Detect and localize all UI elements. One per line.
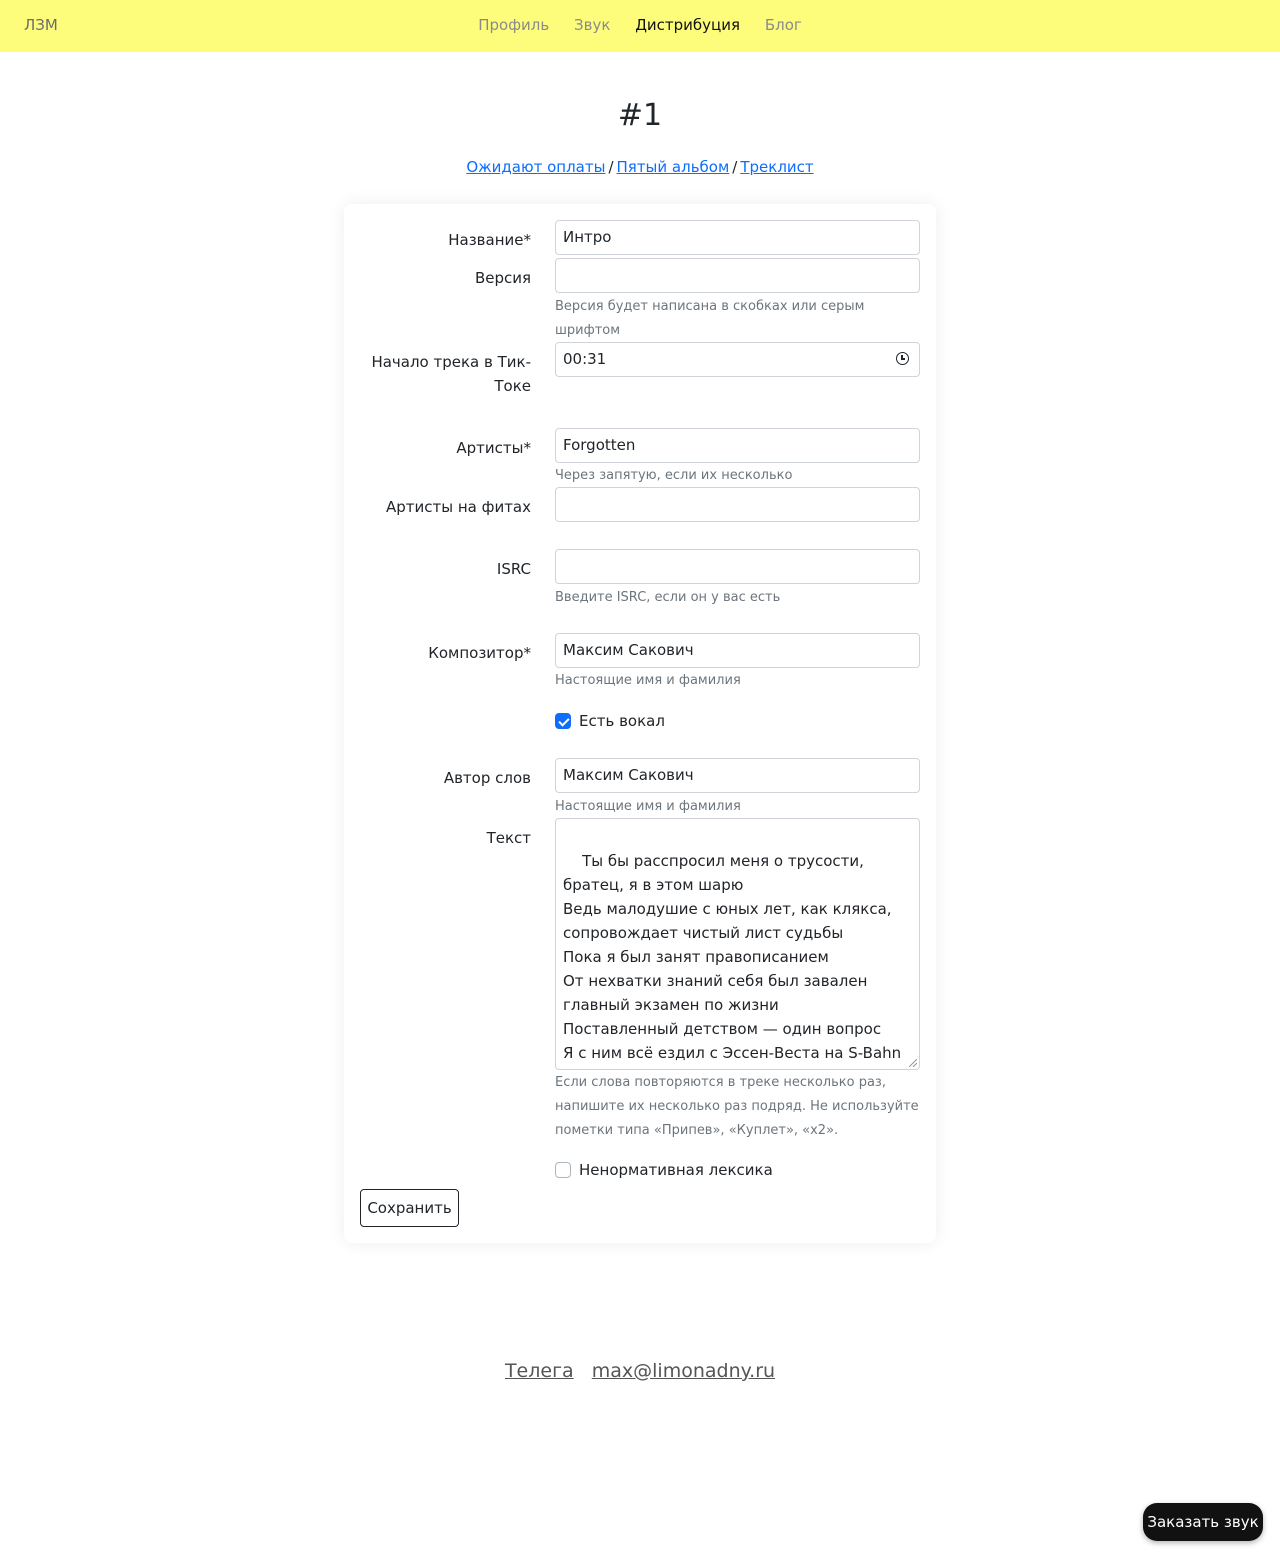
order-sound-button[interactable]: Заказать звук <box>1143 1503 1263 1541</box>
artists-label: Артисты* <box>456 439 531 457</box>
breadcrumb-album[interactable]: Пятый альбом <box>616 158 730 176</box>
footer-link-email[interactable]: max@limonadny.ru <box>591 1360 776 1382</box>
name-input[interactable]: Интро <box>555 220 920 255</box>
lyrics-text: Ты бы расспросил меня о трусости, братец, я в этом шарю Ведь малодушие с юных лет, как клякса, сопровождает чистый лист судьбы Пока я был занят правописанием От нехватки знаний себя был завален главный экзамен по жизни Поставленный детством — один вопрос Я с ним всё ездил с Эссен-Веста на S-Bahn <box>563 852 902 1062</box>
has-vocals-label[interactable]: Есть вокал <box>579 712 665 730</box>
feat-artists-label: Артисты на фитах <box>385 498 531 516</box>
composer-label: Композитор* <box>428 644 531 662</box>
lyrics-hint: Если слова повторяются в треке несколько раз, напишите их несколько раз подряд. Не используйте пометки типа «Припев», «Куплет», «x2». <box>555 1075 919 1138</box>
resize-handle-icon[interactable] <box>909 1059 917 1067</box>
footer <box>0 1360 1280 1382</box>
lyricist-input[interactable]: Максим Сакович <box>555 758 920 793</box>
version-input[interactable] <box>555 258 920 293</box>
feat-artists-input[interactable] <box>555 487 920 522</box>
brand-logo[interactable]: ЛЗМ <box>24 16 58 34</box>
nav-item-blog[interactable]: Блог <box>764 16 802 34</box>
breadcrumb-awaiting-payment[interactable]: Ожидают оплаты <box>466 158 606 176</box>
clock-icon[interactable] <box>896 352 909 365</box>
nav-item-sound[interactable]: Звук <box>574 16 611 34</box>
tiktok-start-time-input[interactable] <box>555 342 920 377</box>
name-label: Название* <box>448 231 531 249</box>
isrc-hint: Введите ISRC, если он у вас есть <box>555 590 781 605</box>
version-hint: Версия будет написана в скобках или серым шрифтом <box>555 299 865 338</box>
track-form-card <box>344 204 936 1243</box>
footer-link-telegram[interactable]: Телега <box>504 1360 574 1382</box>
explicit-checkbox[interactable] <box>555 1162 571 1178</box>
composer-input[interactable]: Максим Сакович <box>555 633 920 668</box>
artists-hint: Через запятую, если их несколько <box>555 468 793 483</box>
artists-input[interactable]: Forgotten <box>555 428 920 463</box>
lyrics-textarea[interactable] <box>555 818 920 1070</box>
breadcrumb <box>0 158 1280 176</box>
breadcrumb-separator: / <box>732 158 738 176</box>
lyricist-hint: Настоящие имя и фамилия <box>555 799 741 814</box>
tiktok-start-value: 00:31 <box>563 350 607 368</box>
tiktok-start-label: Начало трека в Тик-Токе <box>371 353 531 395</box>
page-title: #1 <box>617 98 663 133</box>
breadcrumb-tracklist[interactable]: Треклист <box>740 158 814 176</box>
nav-item-distribution[interactable]: Дистрибуция <box>635 16 741 34</box>
composer-hint: Настоящие имя и фамилия <box>555 673 741 688</box>
save-button[interactable]: Сохранить <box>360 1189 459 1227</box>
top-navbar <box>0 0 1280 52</box>
breadcrumb-separator: / <box>608 158 614 176</box>
has-vocals-checkbox[interactable] <box>555 713 571 729</box>
explicit-label[interactable]: Ненормативная лексика <box>579 1161 773 1179</box>
nav-item-profile[interactable]: Профиль <box>478 16 550 34</box>
isrc-input[interactable] <box>555 549 920 584</box>
nav-menu <box>0 16 1280 34</box>
version-label: Версия <box>474 269 531 287</box>
lyrics-label: Текст <box>486 829 531 847</box>
isrc-label: ISRC <box>496 560 531 578</box>
lyricist-label: Автор слов <box>443 769 531 787</box>
